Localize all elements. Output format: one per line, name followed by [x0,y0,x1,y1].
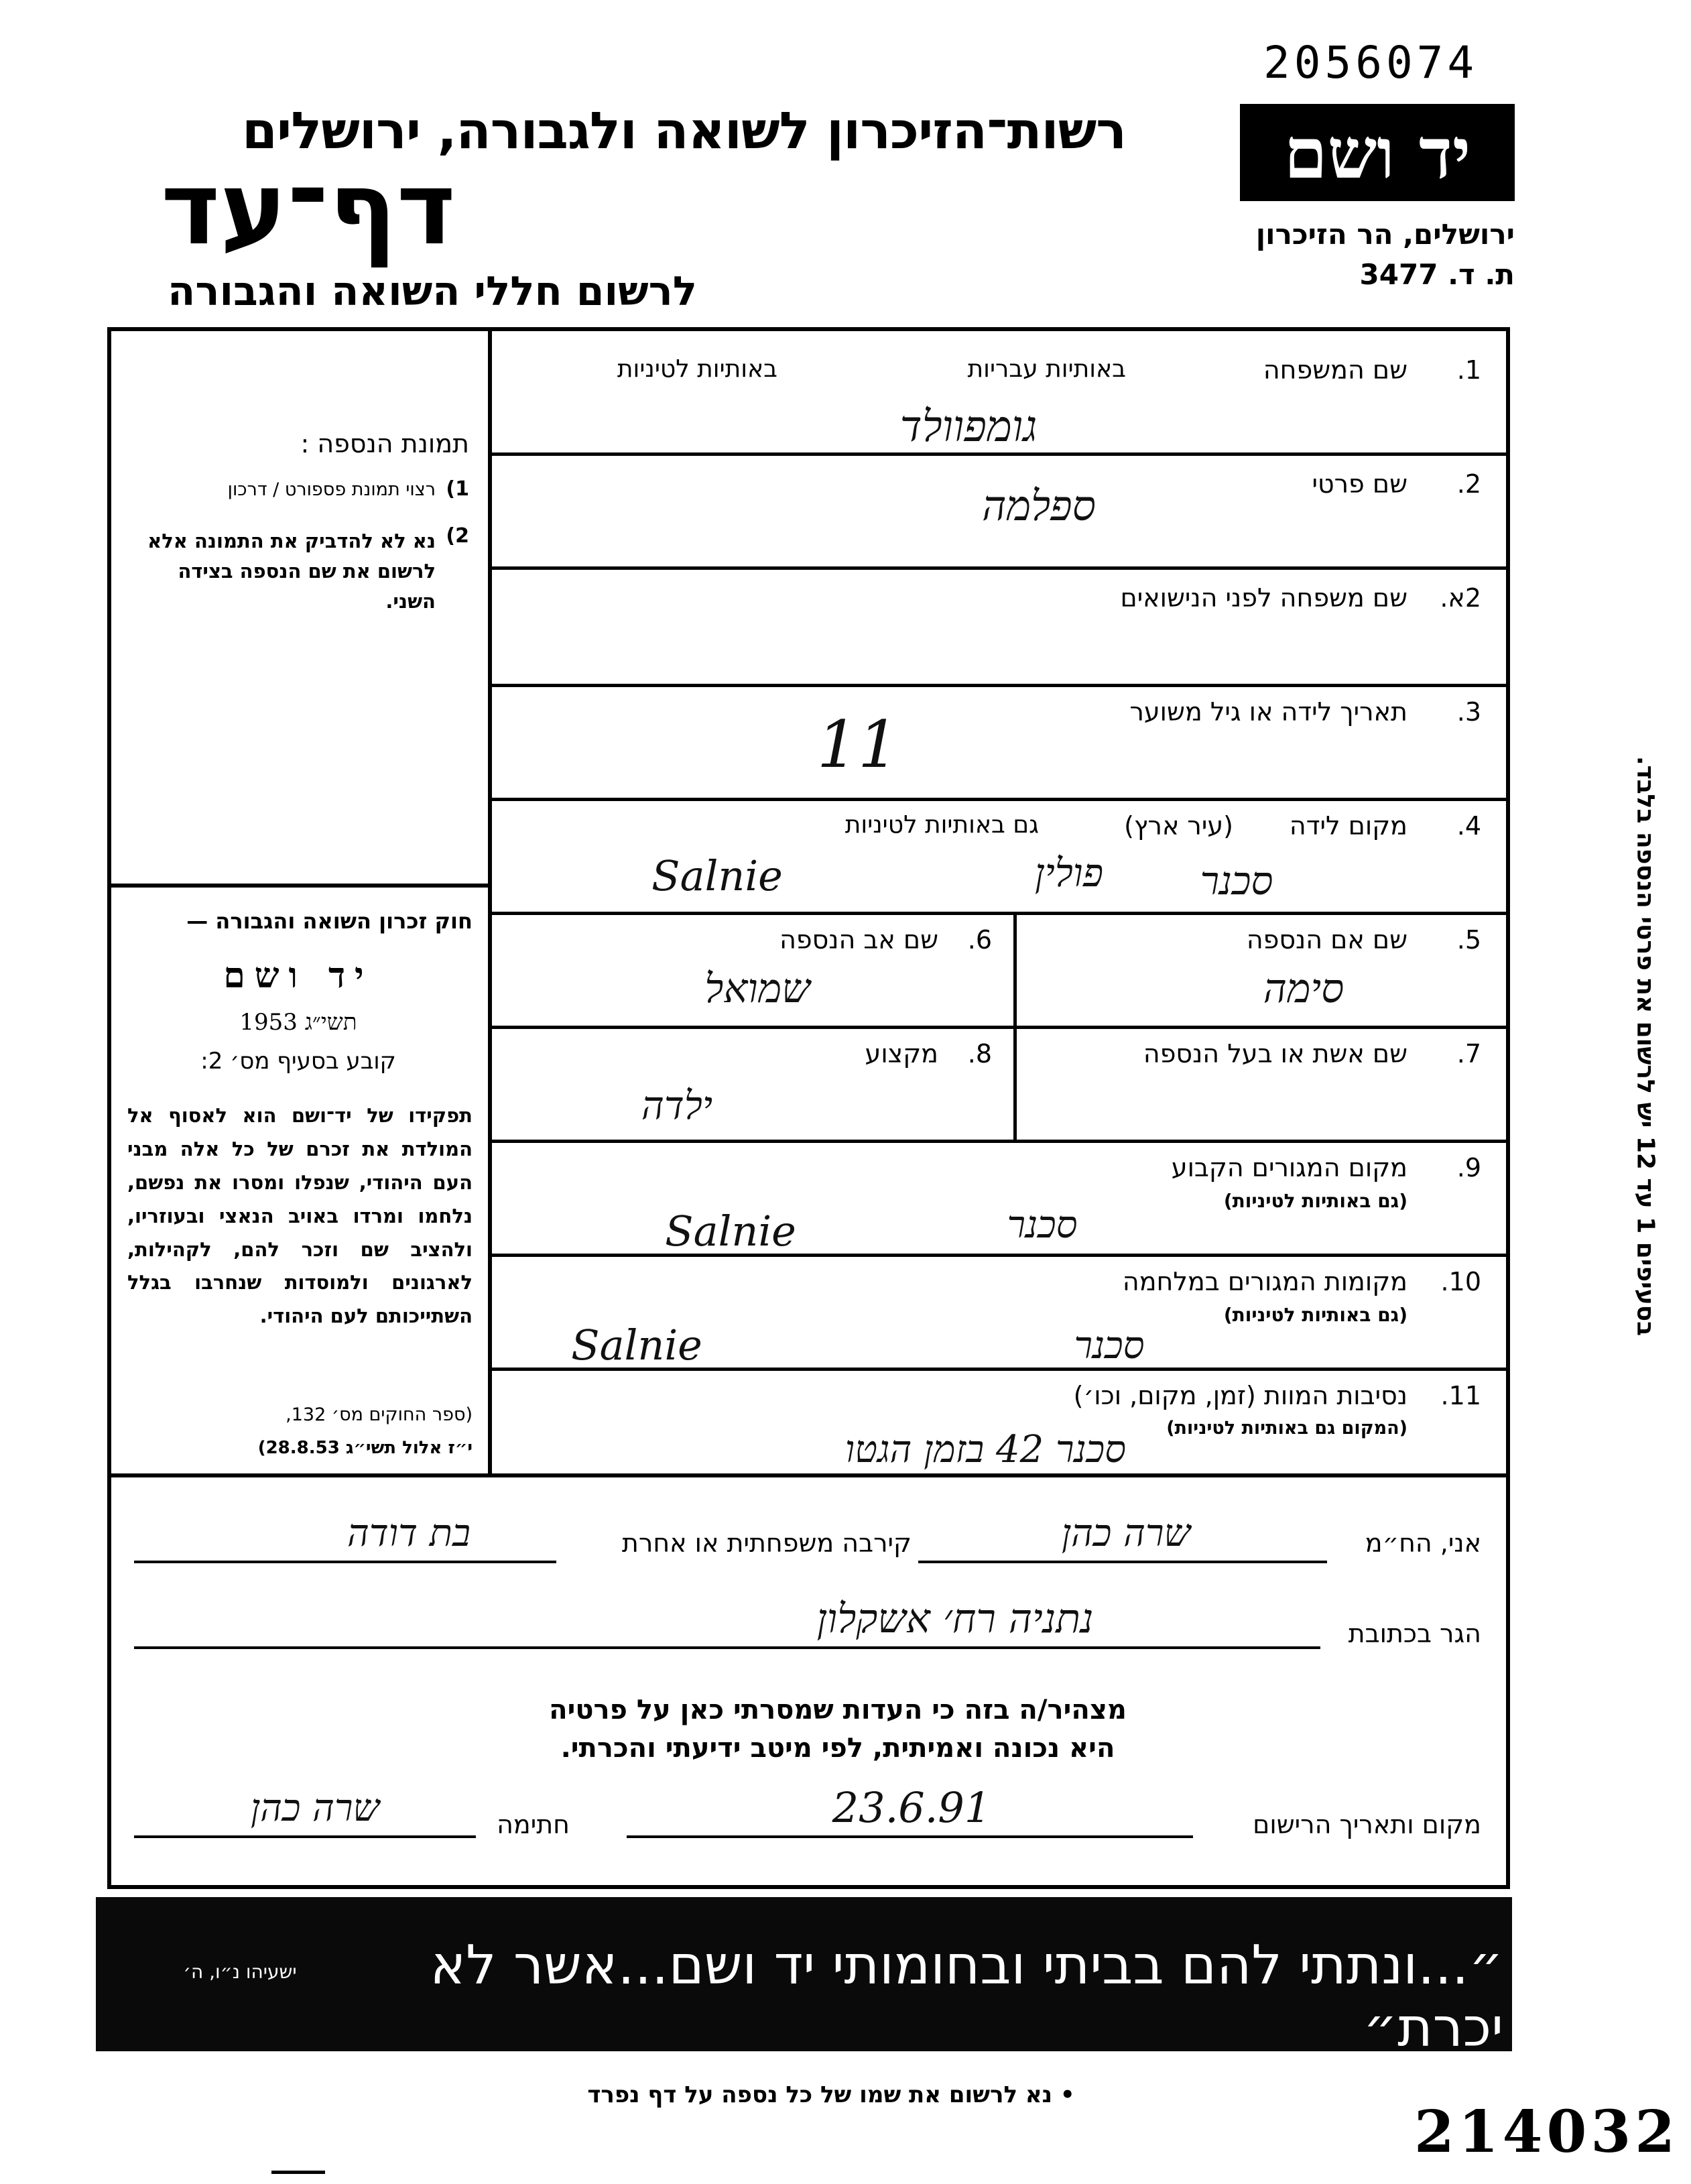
photo-title: תמונת הנספה : [300,429,469,459]
field7-num: 7. [1456,1039,1481,1069]
field9-hint: (גם באותיות לטיניות) [1223,1190,1407,1212]
footer-note [509,2081,1153,2108]
kinship-label: קירבה משפחתית או אחרת [621,1528,912,1558]
field4-num: 4. [1456,811,1481,841]
signature-label: חתימה [497,1810,570,1839]
field11-num: 11. [1440,1381,1481,1410]
declarant-label: אני, הח״מ [1365,1528,1481,1558]
field5-value[interactable]: סימה [1263,965,1344,1012]
bottom-edge-mark [271,2171,325,2184]
top-number: 2056074 [1263,37,1479,88]
field10-value[interactable]: סכנר [1074,1324,1145,1368]
field9-value-latin[interactable]: Salnie [665,1207,796,1256]
signature-value[interactable]: שרה כהן [250,1786,380,1830]
bullet-icon: • [1052,2081,1075,2108]
field6-num: 6. [967,925,992,955]
field1-value[interactable]: גומפוולד [899,402,1038,452]
statement-line2: היא נכונה ואמיתית, לפי מיטב ידיעתי והכרתי. [560,1733,1115,1764]
field1-num: 1. [1456,355,1481,385]
logo-text: יד ושם [1283,112,1471,194]
field5-label: שם אם הנספה [1246,925,1407,955]
field10-value-latin[interactable]: Salnie [571,1321,702,1370]
field4-label: מקום לידה [1289,811,1407,841]
field6-value[interactable]: שמואל [704,965,810,1012]
form-title: דף־עד [161,151,456,267]
law-name: יד ושם [223,955,373,996]
field11-value[interactable]: סכנר 42 בזמן הגטו [844,1428,1126,1471]
logo [1240,104,1515,201]
footer-note-text: נא לרשום את שמו של כל נספה על דף נפרד [587,2081,1053,2108]
field9-value[interactable]: סכנר [1007,1203,1078,1247]
photo-note2-num: 2) [446,524,469,548]
quote-banner [96,1897,1512,2059]
bottom-number: 214032 [1414,2098,1680,2166]
field9-num: 9. [1456,1153,1481,1182]
side-note-text: בסעיפים 1 עד 12 יש לרשום את פרטי הנספה בלבד. [1631,755,1659,1337]
field2-num: 2. [1456,469,1481,499]
place-date-label: מקום ותאריך הרישום [1253,1810,1481,1839]
field3-num: 3. [1456,697,1481,727]
address-line1: ירושלים, הר הזיכרון [1255,218,1515,251]
statement-line1: מצהיר/ה בזה כי העדות שמסרתי כאן על פרטיה [549,1695,1127,1725]
law-text: תפקידו של יד־ושם הוא לאסוף אל המולדת את זכרם של כל אלה מבני העם היהודי, שנפלו ומסרו את נפשם, נלחמו ומרדו באויב הנאצי ובעוזריו, ולהציב שם וזכר להם, לקהילות, לארגונים ולמוסדות שנחרבו בגלל השתייכותם לעם היהודי. [127,1104,473,1328]
quote-source: ישעיהו נ״ו, ה׳ [183,1961,297,1983]
field1-hint-hebrew: באותיות עבריות [967,355,1126,383]
field10-num: 10. [1440,1267,1481,1296]
field8-num: 8. [967,1039,992,1069]
law-clause: קובע בסעיף מס׳ 2: [200,1048,396,1075]
field2a-label: שם משפחה לפני הנישואים [1120,583,1407,613]
field8-value[interactable]: ילדה [641,1083,713,1128]
law-source1: (ספר החוקים מס׳ 132, [286,1404,473,1425]
field9-label: מקום המגורים הקבוע [1171,1153,1407,1182]
declarant-name[interactable]: שרה כהן [1061,1512,1191,1555]
field10-hint: (גם באותיות לטיניות) [1223,1304,1407,1326]
field2a-num: 2א. [1440,583,1481,613]
photo-note1-num: 1) [446,477,469,501]
field8-label: מקצוע [865,1039,938,1069]
law-title: חוק זכרון השואה והגבורה — [186,908,473,934]
address-value[interactable]: נתניה רח׳ אשקלון [816,1595,1094,1642]
address-line2: ת. ד. 3477 [1359,258,1515,291]
field5-num: 5. [1456,925,1481,955]
field4-value-city[interactable]: סכנר [1200,858,1273,904]
field2-value[interactable]: ספלמה [982,481,1096,530]
field1-hint-latin: באותיות לטיניות [617,355,777,383]
field6-label: שם אב הנספה [779,925,938,955]
field3-value[interactable]: 11 [816,707,899,782]
quote-text: ״...ונתתי להם בביתי ובחומותי יד ושם...אשר לא יכרת״ [430,1934,1503,2059]
kinship-value[interactable]: בת דודה [347,1512,471,1555]
field11-label: נסיבות המוות (זמן, מקום, וכו׳) [1073,1381,1407,1410]
photo-note1: רצוי תמונת פספורט / דרכון [227,479,436,500]
form-subtitle: לרשום חללי השואה והגבורה [168,268,697,315]
field2-label: שם פרטי [1312,469,1407,499]
field1-label: שם המשפחה [1263,355,1407,385]
place-date-value[interactable]: 23.6.91 [832,1783,991,1832]
law-source2: י״ז אלול תשי״ג 28.8.53) [257,1438,473,1458]
authority-title: רשות־הזיכרון לשואה ולגבורה, ירושלים [242,101,1126,160]
field10-label: מקומות המגורים במלחמה [1122,1267,1407,1296]
field11-hint: (המקום גם באותיות לטיניות) [1166,1418,1407,1439]
field4-hint-latin: גם באותיות לטיניות [844,811,1039,839]
field7-label: שם אשת או בעל הנספה [1143,1039,1407,1069]
field4-value-country[interactable]: פולין [1034,850,1104,896]
law-year: תשי״ג 1953 [239,1009,357,1036]
photo-note2: נא לא להדביק את התמונה אלא לרשום את שם הנספה בצידה השני. [147,530,436,613]
field4-value-latin[interactable]: Salnie [651,851,783,900]
field3-label: תאריך לידה או גיל משוער [1129,697,1407,727]
field4-label-hint: (עיר ארץ) [1124,811,1233,841]
address-label: הגר בכתובת [1348,1619,1481,1648]
